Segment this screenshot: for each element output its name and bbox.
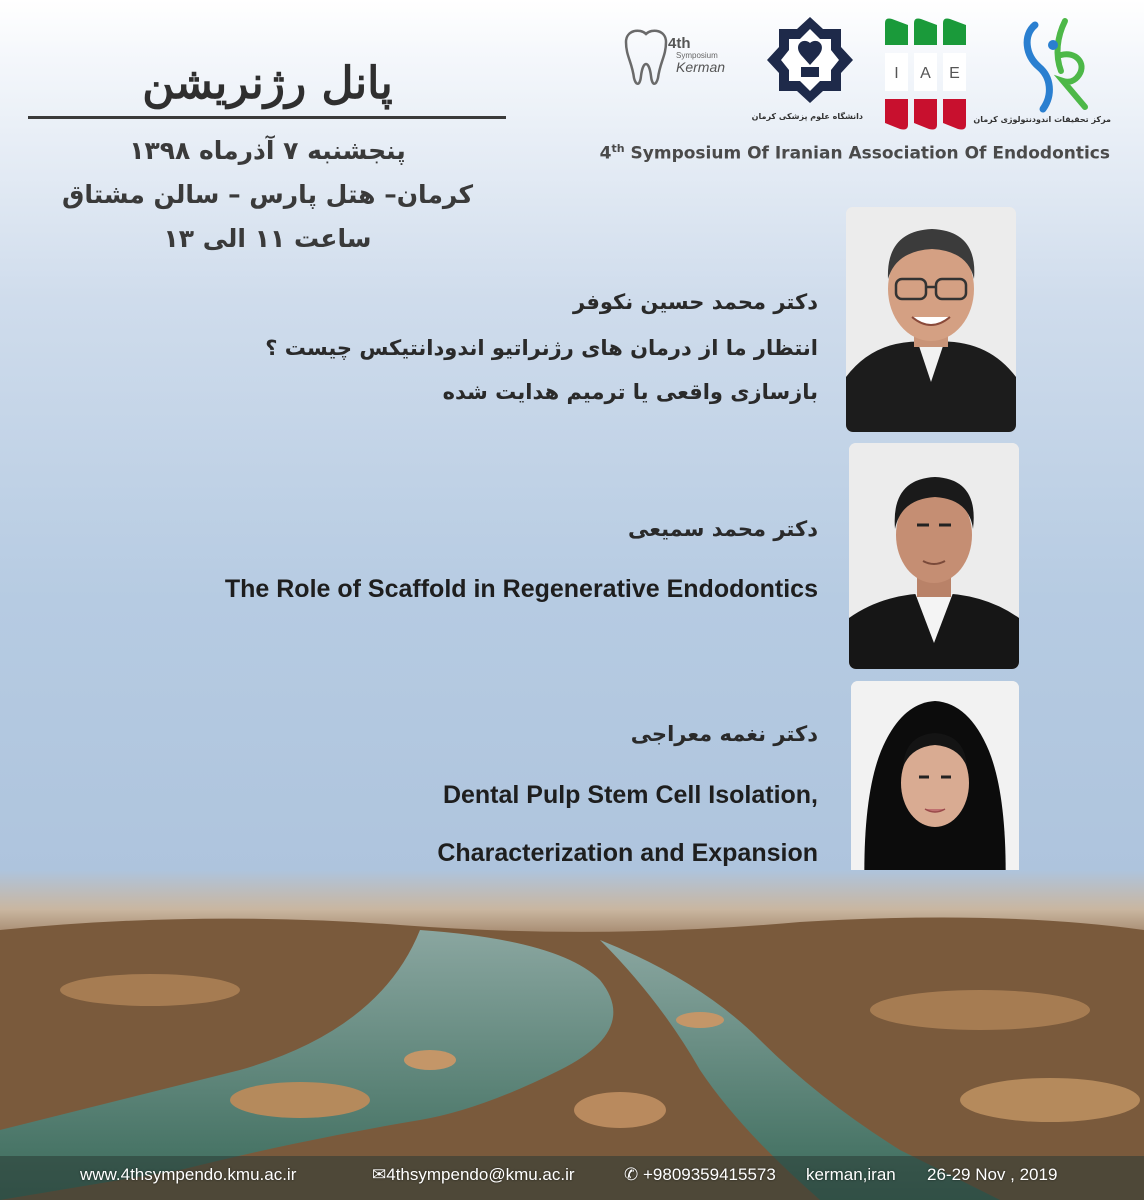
research-center-logo: [973, 15, 1111, 133]
speaker-1-topic-line-1: انتظار ما از درمان های رژنراتیو اندودانتیکس چیست ؟: [265, 336, 818, 360]
footer-website[interactable]: www.4thsympendo.kmu.ac.ir: [80, 1165, 297, 1184]
envelope-icon: ✉: [372, 1165, 387, 1184]
landscape-image: [0, 870, 1144, 1200]
speaker-2-name: دکتر محمد سمیعی: [628, 517, 818, 541]
kmu-logo-caption: دانشگاه علوم پزشکی کرمان: [751, 112, 863, 121]
speaker-photo-2: [849, 443, 1019, 669]
iae-letter-i: I: [894, 65, 899, 82]
symposium-logo-city: Kerman: [676, 59, 726, 75]
symposium-logo: [618, 20, 738, 100]
symposium-logo-word: Symposium: [676, 51, 718, 60]
research-center-caption: مرکز تحقیقات اندودنتولوژی کرمان: [973, 115, 1111, 124]
iae-letter-e: E: [949, 65, 960, 82]
panel-title: پانل رژنریشن: [142, 58, 393, 109]
footer: [0, 1160, 1144, 1190]
symposium-subtitle: [560, 142, 1110, 164]
subtitle-ordinal-suffix: th: [611, 142, 625, 155]
event-date: پنجشنبه ۷ آذرماه ۱۳۹۸: [129, 136, 406, 165]
speaker-3-topic-line-1: Dental Pulp Stem Cell Isolation,: [442, 781, 818, 809]
iae-logo: [880, 15, 975, 135]
speaker-2-topic: The Role of Scaffold in Regenerative Endodontics: [224, 575, 818, 603]
speaker-3-name: دکتر نغمه معراجی: [630, 722, 818, 746]
title-underline: [28, 116, 506, 119]
footer-email: 4thsympendo@kmu.ac.ir: [386, 1165, 575, 1184]
iae-letter-a: A: [920, 65, 931, 82]
footer-phone-item: [624, 1165, 776, 1185]
event-time: ساعت ۱۱ الی ۱۳: [163, 224, 372, 253]
speaker-1-name: دکتر محمد حسین نکوفر: [573, 290, 818, 314]
phone-icon: ✆: [624, 1165, 639, 1184]
footer-location: kerman,iran: [806, 1165, 896, 1184]
speaker-1-topic-line-2: بازسازی واقعی یا ترمیم هدایت شده: [442, 380, 818, 404]
footer-email-item[interactable]: [372, 1165, 575, 1185]
speaker-3-topic-line-2: Characterization and Expansion: [437, 839, 818, 867]
symposium-logo-4th: 4th: [668, 35, 691, 52]
subtitle-text: Symposium Of Iranian Association Of Endodontics: [624, 143, 1110, 164]
footer-phone: +9809359415573: [642, 1165, 776, 1184]
subtitle-ordinal: 4: [599, 143, 612, 164]
event-venue: کرمان– هتل پارس – سالن مشتاق: [61, 180, 474, 209]
speaker-photo-1: [846, 207, 1016, 432]
footer-dates: 26-29 Nov , 2019: [927, 1165, 1058, 1184]
kmu-logo: [751, 15, 863, 130]
